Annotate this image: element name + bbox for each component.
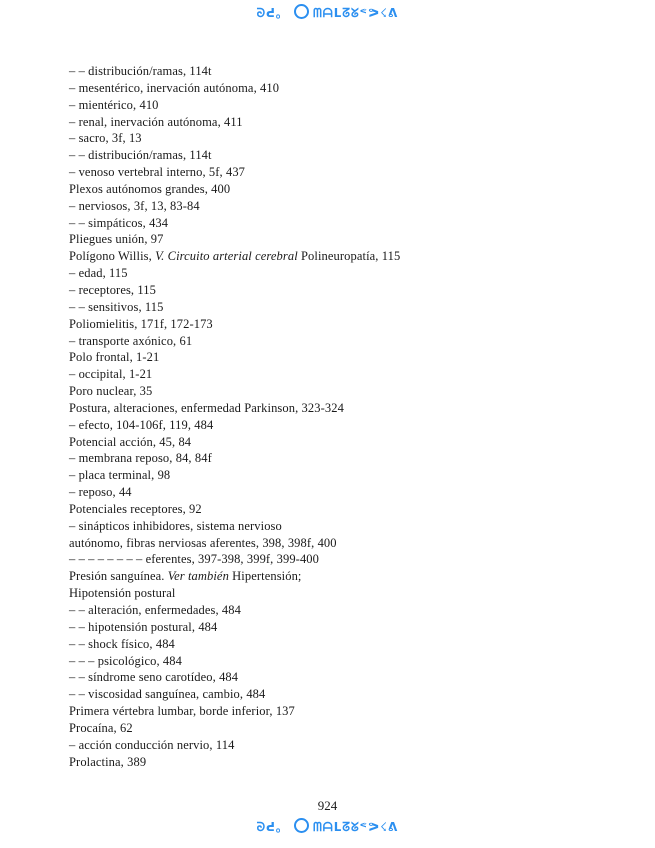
- index-entry: – acción conducción nervio, 114: [69, 737, 235, 752]
- index-entry: – venoso vertebral interno, 5f, 437: [69, 165, 246, 180]
- index-entry: – reposo, 44: [69, 485, 132, 500]
- index-entry: Hipotensión postural: [69, 586, 176, 601]
- index-entry: – mesentérico, inervación autónoma, 410: [69, 80, 280, 95]
- entry-text: Presión sanguínea.: [69, 569, 168, 584]
- index-entry: – placa terminal, 98: [69, 468, 171, 483]
- index-entry: Postura, alteraciones, enfermedad Parkinson, 323-324: [69, 400, 344, 415]
- index-entry: – membrana reposo, 84, 84f: [69, 451, 212, 466]
- index-entry: – edad, 115: [69, 266, 128, 281]
- index-entry: – – síndrome seno carotídeo, 484: [69, 670, 239, 685]
- index-entry: [69, 248, 609, 265]
- index-entry: Prolactina, 389: [69, 754, 147, 769]
- entry-cross-reference: V. Circuito arterial cerebral: [155, 249, 298, 264]
- index-entry: Potencial acción, 45, 84: [69, 434, 192, 449]
- index-entry: – – sensitivos, 115: [69, 299, 164, 314]
- index-entry: – sacro, 3f, 13: [69, 131, 142, 146]
- index-entry: – – – – – – – – eferentes, 397-398, 399f, 399-400: [69, 552, 319, 567]
- index-entry: Plexos autónomos grandes, 400: [69, 181, 231, 196]
- watermark-top: [0, 4, 655, 21]
- watermark-left-text: ᘐᕍ。: [256, 820, 289, 834]
- index-entry: – – distribución/ramas, 114t: [69, 148, 212, 163]
- watermark-bottom: [0, 818, 655, 835]
- page-number: 924: [317, 798, 338, 813]
- index-entry: [69, 568, 609, 585]
- index-list: [69, 63, 609, 770]
- entry-text: Polineuropatía, 115: [297, 249, 401, 264]
- entry-cross-reference: Ver también: [167, 569, 229, 584]
- index-entry: – efecto, 104-106f, 119, 484: [69, 417, 214, 432]
- index-entry: – nerviosos, 3f, 13, 83-84: [69, 198, 200, 213]
- index-entry: Poro nuclear, 35: [69, 384, 153, 399]
- index-entry: Poliomielitis, 171f, 172-173: [69, 316, 213, 331]
- index-entry: – receptores, 115: [69, 282, 156, 297]
- index-entry: – renal, inervación autónoma, 411: [69, 114, 243, 129]
- circle-icon: [294, 818, 309, 833]
- index-entry: – – simpáticos, 434: [69, 215, 169, 230]
- watermark-right-text: ᗰᗩᒪᘔᘜᕝᕗ☇ᕕ: [313, 6, 399, 20]
- index-entry: Procaína, 62: [69, 720, 133, 735]
- index-entry: Potenciales receptores, 92: [69, 501, 202, 516]
- index-entry: – – distribución/ramas, 114t: [69, 64, 212, 78]
- watermark-left-text: ᘐᕍ。: [256, 6, 289, 20]
- index-entry: Primera vértebra lumbar, borde inferior, 137: [69, 704, 295, 719]
- index-entry: – occipital, 1-21: [69, 367, 153, 382]
- index-entry: Pliegues unión, 97: [69, 232, 164, 247]
- index-entry: – – alteración, enfermedades, 484: [69, 603, 241, 617]
- index-entry: Polo frontal, 1-21: [69, 350, 160, 365]
- index-entry: – mientérico, 410: [69, 97, 159, 112]
- index-entry: – sinápticos inhibidores, sistema nervioso: [69, 518, 282, 533]
- entry-text: Polígono Willis,: [69, 249, 156, 264]
- index-entry: – transporte axónico, 61: [69, 333, 193, 348]
- index-entry: – – shock físico, 484: [69, 636, 175, 651]
- index-entry: – – hipotensión postural, 484: [69, 619, 218, 634]
- entry-text: Hipertensión;: [228, 569, 302, 584]
- index-entry: – – viscosidad sanguínea, cambio, 484: [69, 687, 266, 702]
- watermark-right-text: ᗰᗩᒪᘔᘜᕝᕗ☇ᕕ: [313, 820, 399, 834]
- circle-icon: [294, 4, 309, 19]
- index-entry: autónomo, fibras nerviosas aferentes, 398, 398f, 400: [69, 535, 337, 550]
- index-entry: – – – psicológico, 484: [69, 653, 182, 668]
